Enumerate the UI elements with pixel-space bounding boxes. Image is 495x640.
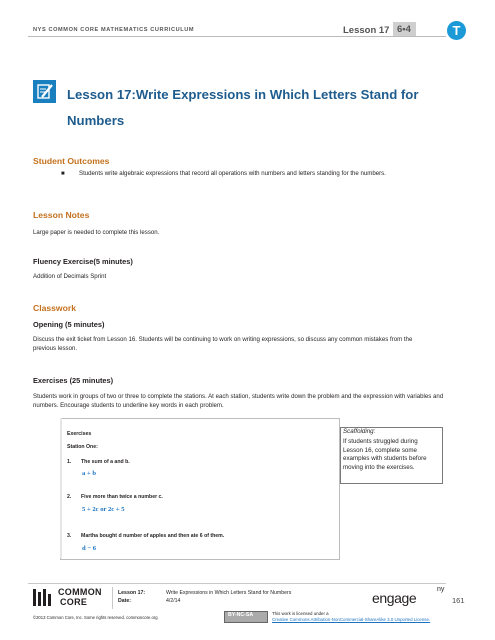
item-1-answer: a + b: [82, 470, 97, 477]
fluency-heading: Fluency Exercise(5 minutes): [33, 257, 133, 266]
item-2-text: Five more than twice a number c.: [81, 494, 163, 500]
station-label: Station One:: [67, 444, 98, 450]
teacher-badge-letter: T: [452, 23, 461, 38]
item-3-answer: d − 6: [82, 545, 97, 552]
footer-lesson-label: Lesson 17:: [118, 590, 146, 596]
student-outcome-text: Students write algebraic expressions that record all operations with numbers and letters standing for the numbers.: [79, 170, 386, 177]
footer-separator: [112, 587, 113, 609]
lesson-notes-heading: Lesson Notes: [33, 210, 90, 220]
header-grade: 6•4: [397, 24, 411, 35]
license-link[interactable]: Creative Commons Attribution-NonCommercial-ShareAlike 3.0 Unported License.: [272, 617, 431, 622]
student-outcomes-heading: Student Outcomes: [33, 156, 110, 166]
item-2-answer: 5 + 2c or 2c + 5: [82, 506, 125, 513]
item-3-number: 3.: [67, 533, 72, 539]
item-1-text: The sum of a and b.: [81, 459, 130, 465]
lesson-notes-text: Large paper is needed to complete this lesson.: [33, 229, 160, 236]
copyright-text: ©2013 Common Core, Inc. Some rights reserved. commoncore.org: [33, 615, 158, 620]
footer-date-label: Date:: [118, 598, 131, 604]
page-number: 161: [452, 596, 465, 605]
header-divider: [28, 36, 446, 37]
header-lesson: Lesson 17: [343, 25, 390, 36]
logo-common: COMMON: [58, 587, 102, 597]
logo-core: CORE: [60, 597, 88, 607]
scaffolding-title: Scaffolding:: [343, 428, 376, 435]
footer-date-value: 4/2/14: [166, 598, 181, 604]
bullet-icon: ■: [61, 170, 65, 177]
common-core-logo-icon: [33, 589, 55, 606]
item-3-text: Martha bought d number of apples and then ate 6 of them.: [81, 533, 225, 539]
panel-heading: Exercises: [67, 431, 92, 437]
page-title: Lesson 17:Write Expressions in Which Letters Stand for Numbers: [67, 87, 419, 128]
fluency-text: Addition of Decimals Sprint: [33, 273, 107, 280]
curriculum-header: NYS COMMON CORE MATHEMATICS CURRICULUM: [33, 27, 195, 33]
classwork-heading: Classwork: [33, 303, 76, 313]
footer-divider: [28, 583, 446, 584]
item-1-number: 1.: [67, 459, 72, 465]
cc-license-badge-text: BY-NC-SA: [228, 612, 254, 618]
scaffolding-text: If students struggled during Lesson 16, complete some examples with students before moving into the exercises.: [343, 438, 427, 471]
footer-lesson-value: Write Expressions in Which Letters Stand for Numbers: [166, 590, 292, 596]
engage-ny-superscript: ny: [437, 586, 445, 593]
exercises-text: Students work in groups of two or three to complete the stations. At each station, students write down the problem and the expression with variables and numbers. Encourage students to underline key words in each problem.: [33, 393, 444, 409]
engage-logo: engage: [372, 590, 417, 606]
opening-heading: Opening (5 minutes): [33, 320, 105, 329]
exercises-heading: Exercises (25 minutes): [33, 376, 114, 385]
lesson-pencil-icon: [33, 80, 56, 103]
item-2-number: 2.: [67, 494, 72, 500]
opening-text: Discuss the exit ticket from Lesson 16. Students will be continuing to work on writing expressions, so discuss any common mistakes from the previous lesson.: [33, 336, 413, 352]
license-line-1: This work is licensed under a: [272, 611, 329, 616]
exercise-panel-edge: [60, 418, 62, 558]
